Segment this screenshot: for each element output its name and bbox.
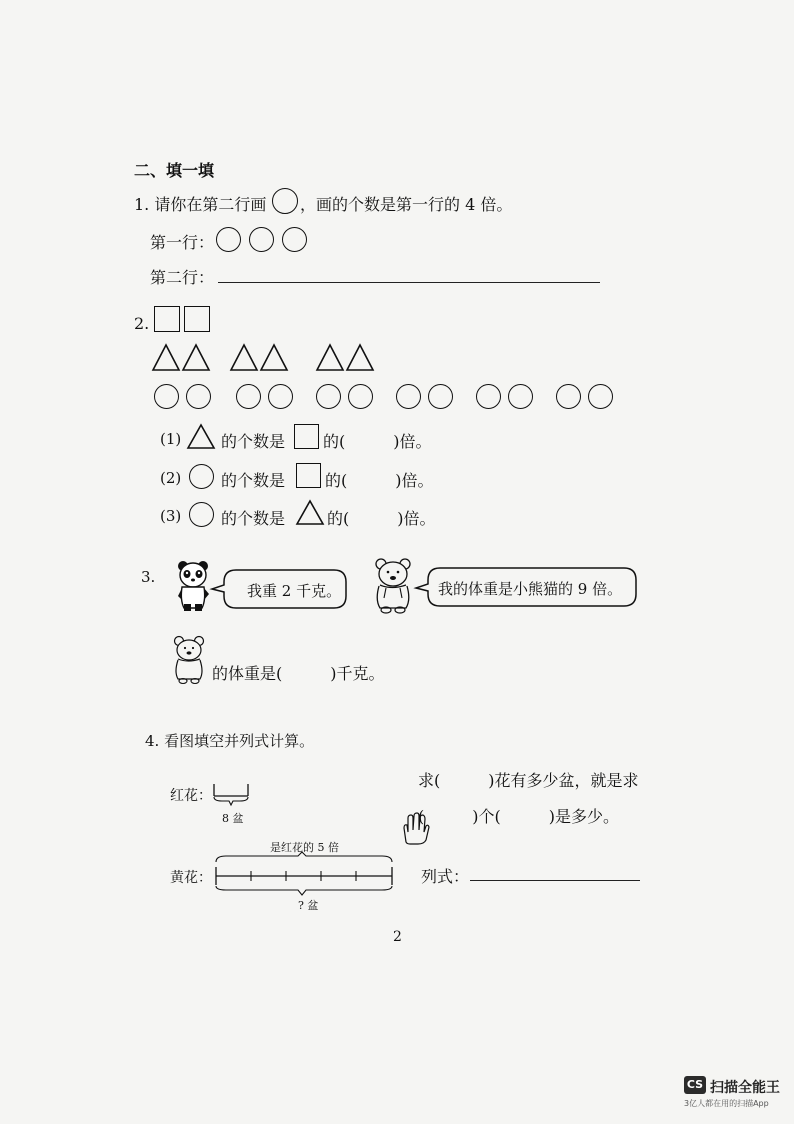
- q4-title: 4. 看图填空并列式计算。: [145, 732, 315, 750]
- q2-sub3-tail[interactable]: 的( )倍。: [327, 509, 436, 528]
- scanner-app-name: 扫描全能王: [710, 1080, 780, 1096]
- circle-icon: [396, 384, 421, 409]
- q2-sub1-tail[interactable]: 的( )倍。: [323, 432, 432, 451]
- bear-icon: [372, 556, 416, 614]
- scanner-logo-icon: CS: [684, 1076, 706, 1094]
- red-flower-segment: [212, 782, 252, 806]
- q2-sub1-number: (1): [160, 430, 182, 448]
- triangle-icon: [187, 424, 215, 450]
- section-title: 二、填一填: [134, 161, 215, 180]
- formula-label: 列式：: [421, 867, 470, 886]
- q3-question[interactable]: 的体重是( )千克。: [212, 664, 385, 683]
- hand-pointer-icon: [400, 812, 430, 846]
- triangle-icon: [296, 500, 324, 526]
- circle-icon: [556, 384, 581, 409]
- yellow-flower-note: 是红花的 5 倍: [270, 841, 339, 854]
- q2-sub1-mid: 的个数是: [221, 432, 286, 451]
- q1-prefix: 1. 请你在第二行画: [134, 195, 267, 214]
- q1-row2-label: 第二行：: [150, 268, 215, 287]
- q1-answer-line[interactable]: [218, 282, 600, 283]
- q4-ask-line2[interactable]: ( )个( )是多少。: [418, 807, 619, 826]
- q2-sub2-tail[interactable]: 的( )倍。: [325, 471, 434, 490]
- q2-sub2-number: (2): [160, 469, 182, 487]
- q1-row1-label: 第一行：: [150, 233, 215, 252]
- triangle-icon: [347, 345, 373, 370]
- circle-icon: [216, 227, 241, 252]
- circle-icon: [476, 384, 501, 409]
- circle-icon: [189, 502, 214, 527]
- triangle-icon: [317, 345, 343, 370]
- circle-icon: [272, 188, 298, 214]
- bear-icon: [172, 634, 208, 684]
- circle-icon: [268, 384, 293, 409]
- circle-icon: [348, 384, 373, 409]
- circle-icon: [508, 384, 533, 409]
- yellow-flower-value: ? 盆: [298, 899, 319, 912]
- q2-number: 2.: [134, 314, 150, 333]
- circle-icon: [154, 384, 179, 409]
- q1-suffix: ，画的个数是第一行的 4 倍。: [300, 195, 513, 214]
- q2-sub2-mid: 的个数是: [221, 471, 286, 490]
- yellow-flower-segment: [212, 852, 398, 898]
- formula-answer-line[interactable]: [470, 880, 640, 881]
- page-number: 2: [393, 929, 402, 945]
- panda-says: 我重 2 千克。: [247, 582, 342, 600]
- circle-icon: [316, 384, 341, 409]
- triangle-icon: [231, 345, 257, 370]
- circle-icon: [588, 384, 613, 409]
- circle-icon: [186, 384, 211, 409]
- q2-sub3-number: (3): [160, 507, 182, 525]
- circle-icon: [236, 384, 261, 409]
- triangle-row: [152, 343, 382, 373]
- bear-says: 我的体重是小熊猫的 9 倍。: [438, 580, 623, 598]
- circle-icon: [249, 227, 274, 252]
- triangle-icon: [153, 345, 179, 370]
- square-icon: [294, 424, 319, 449]
- circle-icon: [282, 227, 307, 252]
- square-icon: [296, 463, 321, 488]
- red-flower-label: 红花：: [170, 788, 212, 804]
- yellow-flower-label: 黄花：: [170, 870, 212, 886]
- circle-icon: [428, 384, 453, 409]
- square-icon: [154, 306, 180, 332]
- triangle-icon: [183, 345, 209, 370]
- circle-icon: [189, 464, 214, 489]
- q2-sub3-mid: 的个数是: [221, 509, 286, 528]
- red-flower-value: 8 盆: [222, 812, 244, 825]
- panda-icon: [176, 560, 210, 612]
- scanner-tagline: 3亿人都在用的扫描App: [684, 1099, 769, 1108]
- q4-ask-line1[interactable]: 求( )花有多少盆，就是求: [418, 771, 639, 790]
- q3-number: 3.: [141, 568, 156, 586]
- square-icon: [184, 306, 210, 332]
- triangle-icon: [261, 345, 287, 370]
